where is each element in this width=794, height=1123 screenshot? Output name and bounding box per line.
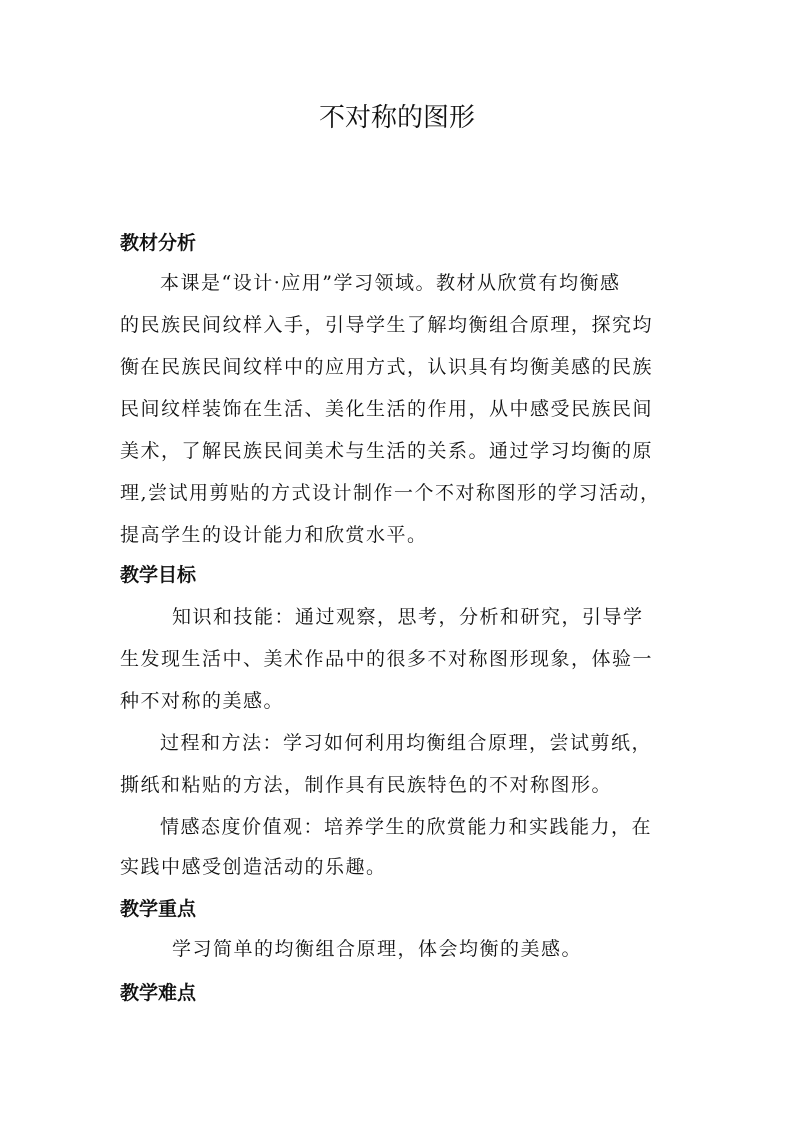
paragraph-line: 衡在民族民间纹样中的应用方式，认识具有均衡美感的民族	[120, 356, 654, 378]
paragraph-line: 学习简单的均衡组合原理，体会均衡的美感。	[172, 938, 583, 960]
document-title: 不对称的图形	[318, 103, 475, 133]
paragraph-line: 种不对称的美感。	[120, 690, 285, 712]
paragraph-line: 知识和技能：通过观察，思考，分析和研究，引导学	[172, 606, 644, 628]
section-heading-key-points: 教学重点	[120, 898, 197, 920]
paragraph-line: 美术，了解民族民间美术与生活的关系。通过学习均衡的原	[120, 440, 654, 462]
paragraph-line: 过程和方法：学习如何利用均衡组合原理，尝试剪纸，	[160, 732, 653, 754]
paragraph-line: 理,尝试用剪贴的方式设计制作一个不对称图形的学习活动，	[120, 482, 661, 504]
paragraph-line: 本课是“设计·应用”学习领域。教材从欣赏有均衡感	[160, 272, 621, 294]
paragraph-line: 提高学生的设计能力和欣赏水平。	[120, 524, 428, 546]
section-heading-goals: 教学目标	[120, 564, 197, 586]
paragraph-line: 的民族民间纹样入手，引导学生了解均衡组合原理，探究均	[120, 314, 654, 336]
paragraph-line: 实践中感受创造活动的乐趣。	[120, 856, 387, 878]
section-heading-analysis: 教材分析	[120, 232, 197, 254]
paragraph-line: 撕纸和粘贴的方法，制作具有民族特色的不对称图形。	[120, 774, 613, 796]
paragraph-line: 生发现生活中、美术作品中的很多不对称图形现象，体验一	[120, 648, 654, 670]
paragraph-line: 民间纹样装饰在生活、美化生活的作用，从中感受民族民间	[120, 398, 654, 420]
paragraph-line: 情感态度价值观：培养学生的欣赏能力和实践能力，在	[160, 816, 653, 838]
section-heading-difficulties: 教学难点	[120, 982, 197, 1004]
